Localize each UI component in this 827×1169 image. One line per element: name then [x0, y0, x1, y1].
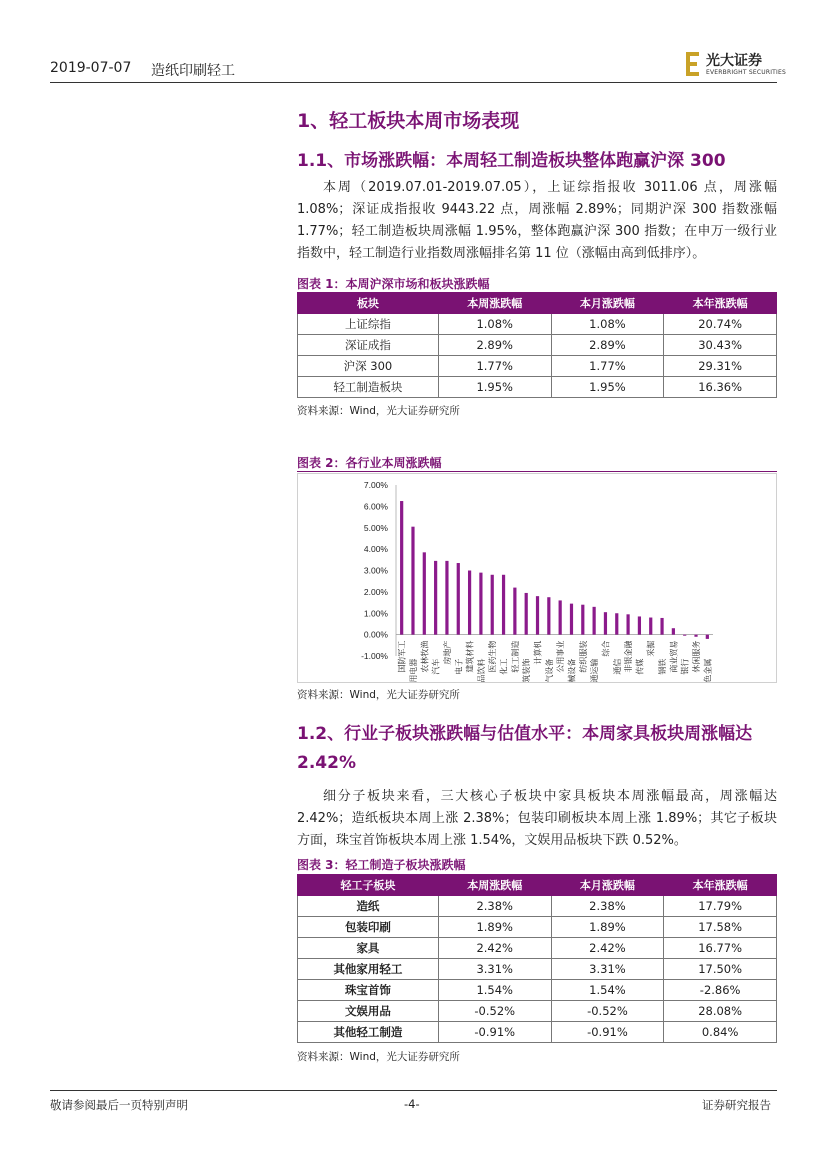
paragraph-text: 本周（2019.07.01-2019.07.05），上证综指报收 3011.06 点，周涨幅 1.08%；深证成指报收 9443.22 点，周涨幅 2.89%；同期沪深 300 指数涨幅 1.77%；轻工制造板块周涨幅 1.95%，整体跑赢沪深 300 指数；在申万一级行业指数中，轻工制造行业指数周涨幅排名第 11 位（涨幅由高到低排序）。	[297, 180, 777, 261]
table1-caption: 图表 1：本周沪深市场和板块涨跌幅	[297, 277, 490, 291]
table-cell: 17.79%	[664, 896, 777, 917]
table-row	[298, 917, 777, 938]
table-cell: 2.38%	[438, 896, 551, 917]
x-tick-label: 机械设备	[567, 658, 577, 682]
header-date: 2019-07-07	[50, 60, 132, 76]
chart-bar	[559, 600, 562, 634]
x-tick-label: 商业贸易	[669, 640, 679, 673]
table-cell: 其他家用轻工	[298, 959, 439, 980]
y-tick-label: 1.00%	[363, 608, 388, 619]
x-tick-label: 轻工制造	[510, 640, 520, 673]
chart-bar	[491, 575, 494, 635]
chart-bar	[581, 605, 584, 635]
chart-bar	[445, 561, 448, 635]
chart-bar	[525, 593, 528, 635]
chart-bar	[502, 575, 505, 635]
x-tick-label: 纺织服装	[578, 640, 588, 673]
table-cell: 1.54%	[551, 980, 664, 1001]
chart-bar	[604, 612, 607, 634]
table-cell: 1.54%	[438, 980, 551, 1001]
table-cell: 2.42%	[551, 938, 664, 959]
logo-text-en: EVERBRIGHT SECURITIES	[706, 69, 786, 76]
table-header: 板块	[298, 293, 439, 314]
table-row	[298, 896, 777, 917]
paragraph-subsector	[297, 786, 777, 852]
table-cell: -0.52%	[438, 1001, 551, 1022]
chart-bar	[570, 604, 573, 635]
table-header-row	[298, 875, 777, 896]
table-header-row	[298, 293, 777, 314]
section-title: 1、轻工板块本周市场表现	[297, 110, 520, 132]
chart-bar	[468, 571, 471, 635]
table-cell: 深证成指	[298, 335, 439, 356]
table-cell: 1.95%	[551, 377, 664, 398]
table-row	[298, 959, 777, 980]
table-cell: 1.95%	[438, 377, 551, 398]
chart-bar	[479, 573, 482, 635]
y-tick-label: 6.00%	[363, 501, 388, 512]
table-cell: 1.08%	[551, 314, 664, 335]
table-header: 轻工子板块	[298, 875, 439, 896]
subsector-table	[297, 874, 777, 1043]
x-tick-label: 建筑装饰	[522, 658, 532, 682]
table-cell: 造纸	[298, 896, 439, 917]
x-tick-label: 钢铁	[658, 658, 668, 675]
table-header: 本年涨跌幅	[664, 875, 777, 896]
table-cell: 3.31%	[438, 959, 551, 980]
chart-bar	[638, 616, 641, 634]
chart2-source: 资料来源：Wind，光大证券研究所	[297, 689, 460, 701]
chart-bar	[626, 614, 629, 634]
table-cell: 16.77%	[664, 938, 777, 959]
table-cell: -2.86%	[664, 980, 777, 1001]
x-tick-label: 通信	[612, 658, 622, 675]
chart-bar	[649, 618, 652, 635]
x-tick-label: 医药生物	[488, 640, 498, 673]
header-divider	[50, 82, 777, 83]
x-tick-label: 建筑材料	[465, 640, 475, 673]
table-header: 本周涨跌幅	[438, 293, 551, 314]
table-cell: 2.42%	[438, 938, 551, 959]
table-cell: 0.84%	[664, 1022, 777, 1043]
paragraph-market	[297, 177, 777, 265]
table-cell: 1.89%	[551, 917, 664, 938]
chart-bar	[434, 561, 437, 635]
chart-bar	[400, 501, 403, 635]
subsection-title-1: 1.1、市场涨跌幅：本周轻工制造板块整体跑赢沪深 300	[297, 151, 726, 171]
x-tick-label: 非银金融	[624, 640, 634, 673]
table3-source: 资料来源：Wind，光大证券研究所	[297, 1051, 460, 1063]
table-header: 本周涨跌幅	[438, 875, 551, 896]
table-cell: 包装印刷	[298, 917, 439, 938]
x-tick-label: 家用电器	[408, 658, 418, 682]
table-cell: 3.31%	[551, 959, 664, 980]
y-tick-label: 4.00%	[363, 544, 388, 555]
footer-report-type: 证券研究报告	[702, 1098, 771, 1112]
chart-bar	[683, 635, 686, 636]
table1-source: 资料来源：Wind，光大证券研究所	[297, 405, 460, 417]
y-tick-label: -1.00%	[361, 651, 388, 661]
table-cell: 其他轻工制造	[298, 1022, 439, 1043]
chart-bar	[694, 635, 697, 637]
chart2-caption: 图表 2：各行业本周涨跌幅	[297, 456, 442, 470]
chart-bar	[411, 527, 414, 635]
chart-bar	[660, 618, 663, 635]
x-tick-label: 有色金属	[703, 658, 713, 682]
chart-bar	[457, 563, 460, 635]
table-cell: 文娱用品	[298, 1001, 439, 1022]
table-cell: -0.52%	[551, 1001, 664, 1022]
table-row	[298, 335, 777, 356]
table-cell: 28.08%	[664, 1001, 777, 1022]
table-header: 本月涨跌幅	[551, 293, 664, 314]
x-tick-label: 银行	[680, 658, 690, 675]
table-cell: 17.58%	[664, 917, 777, 938]
table-row	[298, 980, 777, 1001]
chart-bar	[513, 588, 516, 635]
logo-mark-icon	[686, 52, 700, 76]
table3-caption: 图表 3：轻工制造子板块涨跌幅	[297, 858, 466, 872]
x-tick-label: 食品饮料	[476, 658, 486, 682]
x-tick-label: 电气设备	[544, 658, 554, 682]
x-tick-label: 计算机	[533, 640, 543, 665]
x-tick-label: 交通运输	[590, 658, 600, 682]
chart-bar	[593, 607, 596, 635]
footer-disclaimer: 敬请参阅最后一页特别声明	[50, 1098, 188, 1112]
table-row	[298, 1022, 777, 1043]
table-cell: 20.74%	[664, 314, 777, 335]
table-cell: 1.89%	[438, 917, 551, 938]
table-cell: 2.38%	[551, 896, 664, 917]
industry-chart	[297, 473, 777, 683]
paragraph-text: 细分子板块来看，三大核心子板块中家具板块本周涨幅最高，周涨幅达 2.42%；造纸板块本周上涨 2.38%；包装印刷板块本周上涨 1.89%；其它子板块方面，珠宝首饰板块本周上涨 1.54%，文娱用品板块下跌 0.52%。	[297, 789, 777, 848]
x-tick-label: 农林牧渔	[420, 640, 430, 673]
chart-bar	[672, 628, 675, 634]
table-row	[298, 1001, 777, 1022]
y-tick-label: 7.00%	[363, 480, 388, 490]
x-tick-label: 传媒	[635, 658, 645, 675]
x-tick-label: 公用事业	[556, 640, 566, 673]
table-cell: 1.08%	[438, 314, 551, 335]
table-header: 本月涨跌幅	[551, 875, 664, 896]
industry-bar-chart	[298, 474, 776, 682]
table-cell: 2.89%	[551, 335, 664, 356]
table-cell: 上证综指	[298, 314, 439, 335]
table-cell: 16.36%	[664, 377, 777, 398]
table-cell: 30.43%	[664, 335, 777, 356]
x-tick-label: 综合	[601, 640, 611, 657]
footer-divider	[50, 1090, 777, 1091]
chart-bar	[536, 596, 539, 634]
logo-text-cn: 光大证券	[706, 53, 762, 69]
table-row	[298, 377, 777, 398]
chart-bar	[615, 613, 618, 634]
table-cell: -0.91%	[551, 1022, 664, 1043]
chart-bar	[547, 597, 550, 634]
table-header: 本年涨跌幅	[664, 293, 777, 314]
table-cell: 家具	[298, 938, 439, 959]
page-number: -4-	[404, 1097, 420, 1111]
x-tick-label: 化工	[499, 658, 509, 675]
table-cell: 沪深 300	[298, 356, 439, 377]
y-tick-label: 3.00%	[363, 565, 388, 576]
table-cell: 1.77%	[551, 356, 664, 377]
table-cell: 轻工制造板块	[298, 377, 439, 398]
market-table	[297, 292, 777, 398]
table-cell: 29.31%	[664, 356, 777, 377]
table-cell: 17.50%	[664, 959, 777, 980]
y-tick-label: 0.00%	[363, 629, 388, 640]
x-tick-label: 采掘	[646, 640, 656, 657]
table-cell: 珠宝首饰	[298, 980, 439, 1001]
subsection-title-2: 1.2、行业子板块涨跌幅与估值水平：本周家具板块周涨幅达 2.42%	[297, 724, 753, 773]
chart-bar	[706, 635, 709, 639]
table-cell: 2.89%	[438, 335, 551, 356]
table-row	[298, 314, 777, 335]
x-tick-label: 休闲服务	[692, 640, 702, 673]
table-row	[298, 938, 777, 959]
x-tick-label: 房地产	[442, 640, 452, 665]
x-tick-label: 汽车	[431, 658, 441, 675]
x-tick-label: 电子	[454, 658, 464, 675]
table-row	[298, 356, 777, 377]
y-tick-label: 5.00%	[363, 522, 388, 533]
x-tick-label: 国防军工	[397, 640, 407, 673]
y-tick-label: 2.00%	[363, 586, 388, 597]
chart-bar	[423, 552, 426, 634]
caption-rule	[297, 471, 777, 472]
table-cell: 1.77%	[438, 356, 551, 377]
table-cell: -0.91%	[438, 1022, 551, 1043]
header-topic: 造纸印刷轻工	[151, 63, 235, 79]
